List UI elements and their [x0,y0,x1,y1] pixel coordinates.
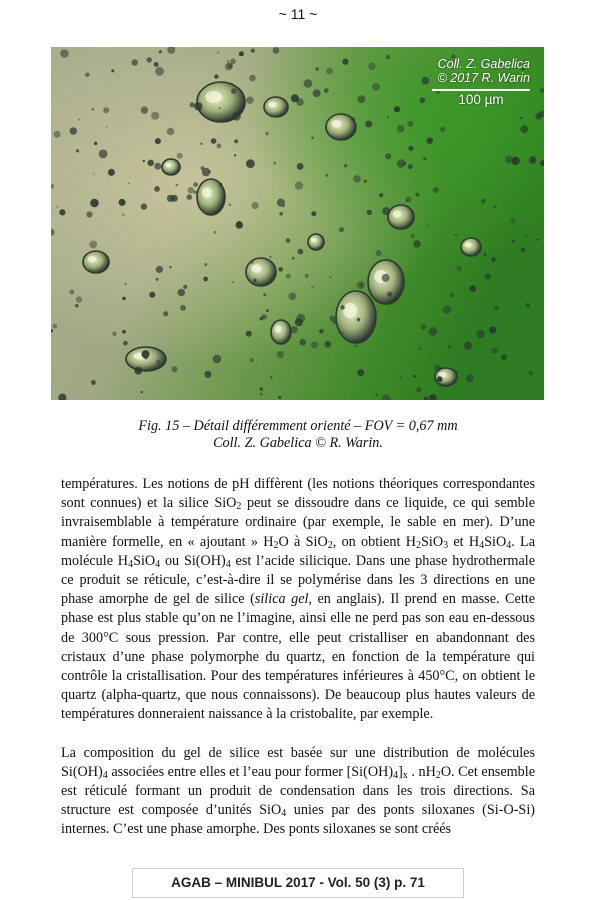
tiny-inclusion [141,391,143,393]
text-run: est l’acide silicique. Dans une phase hydrothermale ce produit se réticule, c’est-à-dire il se polymérise dans les 3 directions en une phase amorphe de gel de silice ( [61,552,535,608]
tiny-inclusion [156,360,160,364]
tiny-inclusion [319,329,324,334]
subscript: 2 [435,769,441,781]
tiny-inclusion [315,67,319,71]
subscript: 4 [479,539,485,551]
tiny-inclusion [387,116,389,118]
tiny-inclusion [376,250,382,256]
photo-credit [438,57,530,85]
tiny-inclusion [329,276,331,278]
tiny-inclusion [231,89,236,94]
tiny-inclusion [305,274,309,278]
text-run: associées entre elles et l’eau pour former [Si(OH) [107,763,394,780]
tiny-inclusion [529,156,536,163]
inclusion-highlight [202,187,212,198]
tiny-inclusion [520,125,528,133]
tiny-inclusion [311,342,318,349]
tiny-inclusion [172,366,178,372]
tiny-inclusion [53,324,57,328]
tiny-inclusion [132,59,138,65]
tiny-inclusion [379,193,383,197]
fluid-inclusion [308,234,324,250]
tiny-inclusion [311,211,316,216]
tiny-inclusion [154,163,161,170]
text-run: O. Cet ensemble est réticulé formant un produit de condensation dans les trois directions. Sa structure est composée d’unités SiO [61,763,535,819]
tiny-inclusion [99,150,108,159]
tiny-inclusion [400,376,402,378]
tiny-inclusion [457,266,462,271]
tiny-inclusion [57,206,59,208]
tiny-inclusion [251,49,255,53]
tiny-inclusion [128,183,130,185]
tiny-inclusion [204,371,211,378]
tiny-inclusion [249,75,256,82]
tiny-inclusion [91,380,96,385]
tiny-inclusion [270,376,273,379]
tiny-inclusion [447,345,451,349]
paragraph-2 [61,744,535,840]
tiny-inclusion [407,121,413,127]
tiny-inclusion [202,168,210,176]
tiny-inclusion [344,164,347,167]
subscript: 4 [281,808,287,820]
scale-bar: 100 µm [432,89,530,108]
tiny-inclusion [217,144,222,149]
tiny-inclusion [416,193,420,197]
tiny-inclusion [266,309,269,312]
tiny-inclusion [287,359,289,361]
tiny-inclusion [148,160,154,166]
page-number: ~ 11 ~ [278,6,318,22]
tiny-inclusion [69,290,74,295]
tiny-inclusion [419,348,421,350]
tiny-inclusion [70,127,78,135]
text-run: SiO [133,552,156,569]
tiny-inclusion [227,60,230,63]
tiny-inclusion [406,196,412,202]
tiny-inclusion [239,51,244,56]
tiny-inclusion [341,305,345,309]
tiny-inclusion [464,342,472,350]
tiny-inclusion [251,261,254,264]
tiny-inclusion [535,113,541,119]
tiny-inclusion [422,77,430,85]
tiny-inclusion [476,330,485,339]
tiny-inclusion [273,47,280,54]
text-run: et H [448,533,480,550]
tiny-inclusion [111,69,114,72]
tiny-inclusion [311,137,313,139]
tiny-inclusion [211,138,217,144]
subscript: 4 [506,539,512,551]
tiny-inclusion [367,210,372,215]
tiny-inclusion [416,387,421,392]
subscript: 4 [393,769,399,781]
tiny-inclusion [230,59,236,65]
tiny-inclusion [180,305,186,311]
text-run: ] [398,763,403,780]
tiny-inclusion [236,221,243,228]
tiny-inclusion [278,267,283,272]
tiny-inclusion [86,211,92,217]
tiny-inclusion [260,393,262,395]
subscript: 2 [415,539,421,551]
tiny-inclusion [298,249,304,255]
tiny-inclusion [89,241,97,249]
tiny-inclusion [141,203,147,209]
tiny-inclusion [297,163,304,170]
fluid-inclusion [336,291,376,343]
tiny-inclusion [357,318,361,322]
tiny-inclusion [177,153,183,159]
tiny-inclusion [394,106,400,112]
tiny-inclusion [90,199,99,208]
text-run: O à SiO [278,533,328,550]
subscript: 2 [236,501,242,513]
figure-caption-title: Fig. 15 – Détail différemment orienté – FOV = 0,67 mm [138,418,458,434]
tiny-inclusion [167,195,174,202]
tiny-inclusion [122,330,126,334]
tiny-inclusion [431,354,433,356]
tiny-inclusion [512,240,515,243]
text-run: SiO [484,533,507,550]
text-run: . La molécule H [61,533,535,569]
tiny-inclusion [154,62,159,67]
tiny-inclusion [265,132,268,135]
tiny-inclusion [342,332,344,334]
tiny-inclusion [54,131,61,138]
tiny-inclusion [219,183,222,186]
tiny-inclusion [76,149,79,152]
tiny-inclusion [270,256,272,258]
tiny-inclusion [159,50,162,53]
tiny-inclusion [326,68,333,75]
fluid-inclusion [368,260,404,304]
tiny-inclusion [397,125,404,132]
tiny-inclusion [291,94,299,102]
tiny-inclusion [178,289,186,297]
tiny-inclusion [289,293,297,301]
tiny-inclusion [466,374,474,382]
text-run: peut se dissoudre dans ce liquide, ce qui semble invraisemblable à température ordinaire (par exemple, le sable en mer). D’une manière formelle, en « ajoutant » H [61,495,535,550]
tiny-inclusion [329,316,335,322]
tiny-inclusion [420,98,426,104]
tiny-inclusion [246,331,252,337]
tiny-inclusion [225,63,233,71]
tiny-inclusion [232,281,234,283]
tiny-inclusion [155,138,161,144]
tiny-inclusion [324,341,331,348]
tiny-inclusion [470,285,477,292]
tiny-inclusion [176,184,179,187]
subscript: 4 [128,558,134,570]
inclusion-highlight [275,325,282,332]
tiny-inclusion [355,345,358,348]
tiny-inclusion [313,89,321,97]
tiny-inclusion [304,79,313,88]
tiny-inclusion [141,106,148,113]
tiny-inclusion [481,199,486,204]
tiny-inclusion [529,371,534,376]
tiny-inclusion [449,293,454,298]
tiny-inclusion [94,142,97,145]
tiny-inclusion [232,112,241,121]
tiny-inclusion [277,199,285,207]
tiny-inclusion [440,127,445,132]
tiny-inclusion [279,212,283,216]
tiny-inclusion [108,169,115,176]
tiny-inclusion [521,248,526,253]
tiny-inclusion [387,292,392,297]
photo-credit-collection: Coll. Z. Gabelica [437,57,530,71]
tiny-inclusion [78,119,80,121]
tiny-inclusion [299,339,306,346]
tiny-inclusion [85,73,89,77]
tiny-inclusion [169,266,171,268]
tiny-inclusion [360,284,363,287]
tiny-inclusion [144,356,147,359]
tiny-inclusion [125,283,127,285]
tiny-inclusion [427,138,433,144]
subscript: 4 [155,558,161,570]
figure-caption-credit: Coll. Z. Gabelica © R. Warin. [213,435,383,451]
tiny-inclusion [277,351,284,358]
tiny-inclusion [60,49,69,58]
emphasis-silica-gel: silica gel [254,591,309,608]
fluid-inclusion [264,97,288,117]
tiny-inclusion [421,324,426,329]
tiny-inclusion [260,387,263,390]
tiny-inclusion [455,234,458,237]
tiny-inclusion [217,52,219,54]
tiny-inclusion [295,181,303,189]
tiny-inclusion [193,182,198,187]
tiny-inclusion [413,240,421,248]
inclusion-highlight [268,102,276,108]
tiny-inclusion [122,214,124,216]
tiny-inclusion [200,143,202,145]
tiny-inclusion [122,297,126,301]
tiny-inclusion [263,293,266,296]
tiny-inclusion [273,162,276,165]
tiny-inclusion [253,279,256,282]
figure-caption [0,418,596,452]
subscript: 4 [225,558,231,570]
tiny-inclusion [291,326,298,333]
tiny-inclusion [234,139,238,143]
tiny-inclusion [433,187,439,193]
inclusion-highlight [88,256,97,263]
tiny-inclusion [372,83,380,91]
text-run: unies par des ponts siloxanes (Si-O-Si) internes. C’est une phase amorphe. Des ponts siloxanes se sont créés [61,802,535,838]
tiny-inclusion [485,274,491,280]
fluid-inclusion [271,320,291,344]
tiny-inclusion [382,274,390,282]
tiny-inclusion [491,347,497,353]
tiny-inclusion [382,207,390,215]
tiny-inclusion [457,371,459,373]
tiny-inclusion [229,204,232,207]
tiny-inclusion [76,296,82,302]
tiny-inclusion [134,367,142,375]
inclusion-highlight [343,303,357,319]
text-run: températures. Les notions de pH diffèrent (les notions théoriques correspondantes sont connues) et la silice SiO [61,476,535,512]
micro-photograph [51,47,544,400]
tiny-inclusion [119,199,126,206]
tiny-inclusion [494,306,499,311]
subscript: 2 [273,539,279,551]
tiny-inclusion [286,238,291,243]
tiny-inclusion [375,394,377,396]
tiny-inclusion [413,375,416,378]
journal-footer: AGAB – MINIBUL 2017 - Vol. 50 (3) p. 71 [132,868,464,898]
tiny-inclusion [525,303,529,307]
text-run: . nH [407,763,436,780]
tiny-inclusion [408,164,413,169]
tiny-inclusion [333,321,336,324]
inclusion-highlight [331,120,342,128]
tiny-inclusion [525,235,527,237]
tiny-inclusion [357,369,364,376]
tiny-inclusion [364,180,367,183]
fluid-inclusion [246,258,276,286]
tiny-inclusion [123,341,128,346]
fluid-inclusion [83,251,109,273]
tiny-inclusion [493,205,496,208]
paragraph-1 [61,475,535,725]
tiny-inclusion [234,154,236,156]
tiny-inclusion [339,227,344,232]
tiny-inclusion [443,305,452,314]
tiny-inclusion [163,311,168,316]
text-run: La composition du gel de silice est basée sur une distribution de molécules Si(OH) [61,744,535,780]
tiny-inclusion [198,108,201,111]
tiny-inclusion [325,174,328,177]
tiny-inclusion [483,252,487,256]
tiny-inclusion [204,263,207,266]
tiny-inclusion [434,365,441,372]
article-body [61,475,535,840]
tiny-inclusion [295,318,303,326]
tiny-inclusion [286,274,291,279]
tiny-inclusion [437,376,443,382]
tiny-inclusion [183,285,187,289]
tiny-inclusion [511,157,519,165]
fluid-inclusion [461,238,481,256]
text-run: , en anglais). Il prend en masse. Cette phase est plus stable qu’on ne l’imagine, ainsi elle ne perd pas son eau en-dessous de 300°C sous pression. Par contre, elle peut cristalliser en abandonnant des cristaux d’une phase polymorphe du quartz, en fonction de la température qui contrôle la cristallisation. Pour des températures inférieures à 450°C, on obtient le quartz (alpha-quartz, que nous connaissons). De beaucoup plus hautes valeurs de températures donneraient naissance à la cristobalite, par exemple. [61,591,535,723]
tiny-inclusion [536,239,538,241]
tiny-inclusion [244,375,246,377]
tiny-inclusion [357,95,365,103]
tiny-inclusion [403,162,406,165]
tiny-inclusion [429,327,438,336]
tiny-inclusion [143,160,145,162]
photo-credit-copyright: © 2017 R. Warin [437,71,530,85]
fluid-inclusion [162,159,180,175]
tiny-inclusion [213,355,222,364]
tiny-inclusion [93,173,95,175]
tiny-inclusion [511,218,516,223]
tiny-inclusion [190,102,195,107]
tiny-inclusion [149,292,155,298]
inclusion-highlight [393,210,402,217]
tiny-inclusion [278,396,281,399]
tiny-inclusion [408,146,413,151]
tiny-inclusion [526,262,528,264]
tiny-inclusion [249,358,253,362]
tiny-inclusion [252,202,259,209]
tiny-inclusion [155,67,164,76]
tiny-inclusion [156,266,163,273]
tiny-inclusion [187,194,193,200]
tiny-inclusion [421,157,423,159]
tiny-inclusion [423,157,426,160]
tiny-inclusion [262,314,267,319]
tiny-inclusion [489,326,496,333]
tiny-inclusion [156,278,159,281]
tiny-inclusion [214,231,217,234]
inclusion-highlight [165,163,171,168]
text-run: ou Si(OH) [160,552,226,569]
tiny-inclusion [246,96,254,104]
tiny-inclusion [188,187,195,194]
tiny-inclusion [386,55,391,60]
tiny-inclusion [368,63,375,70]
tiny-inclusion [151,112,159,120]
subscript: 3 [443,539,449,551]
tiny-inclusion [311,286,313,288]
tiny-inclusion [167,128,175,136]
inclusion-highlight [205,91,222,103]
tiny-inclusion [351,117,355,121]
tiny-inclusion [103,107,109,113]
subscript: x [402,769,408,781]
tiny-inclusion [426,224,428,226]
tiny-inclusion [59,209,65,215]
tiny-inclusion [385,153,391,159]
tiny-inclusion [203,277,208,282]
tiny-inclusion [246,159,255,168]
subscript: 2 [327,539,333,551]
tiny-inclusion [106,126,108,128]
tiny-inclusion [154,186,160,192]
tiny-inclusion [353,175,361,183]
tiny-inclusion [365,121,372,128]
tiny-inclusion [147,57,152,62]
tiny-inclusion [292,257,295,260]
tiny-inclusion [75,304,78,307]
text-run: SiO [420,533,444,550]
tiny-inclusion [342,59,348,65]
subscript: 4 [102,769,108,781]
inclusion-highlight [251,264,262,272]
tiny-inclusion [92,108,94,110]
tiny-inclusion [324,88,329,93]
inclusion-highlight [311,238,317,243]
tiny-inclusion [501,354,507,360]
tiny-inclusion [520,117,522,119]
fluid-inclusion [388,205,414,229]
tiny-inclusion [491,257,496,262]
inclusion-highlight [465,242,472,247]
tiny-inclusion [219,107,221,109]
tiny-inclusion [214,74,218,78]
tiny-inclusion [112,332,116,336]
tiny-inclusion [410,234,414,238]
text-run: , on obtient H [332,533,416,550]
